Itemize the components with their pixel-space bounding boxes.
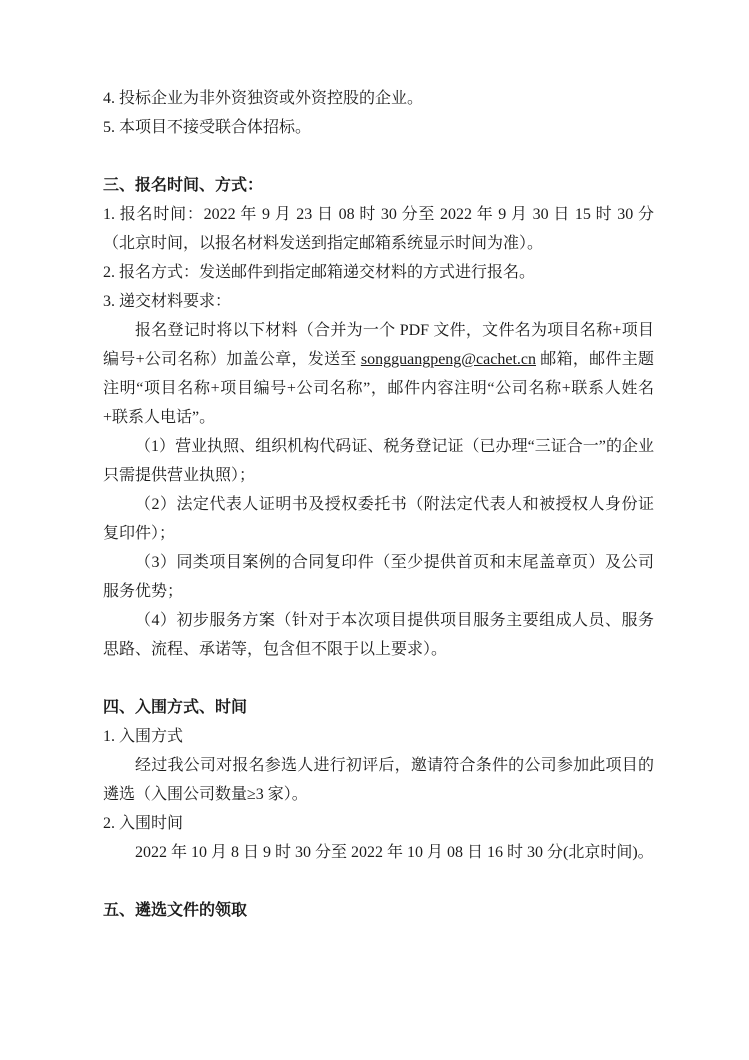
submission-text-after: 邮箱，邮件主题注明“项目名称+项目编号+公司名称”，邮件内容注明“公司名称+联系人姓名+联系人电话”。 <box>103 351 654 426</box>
material-item-4: （4）初步服务方案（针对于本次项目提供项目服务主要组成人员、服务思路、流程、承诺等，包含但不限于以上要求）。 <box>103 612 654 658</box>
shortlist-method-label: 1. 入围方式 <box>103 728 184 745</box>
email-link[interactable]: songguangpeng@cachet.cn <box>360 351 536 368</box>
section-5-heading: 五、遴选文件的领取 <box>103 902 248 919</box>
materials-requirement-label: 3. 递交材料要求： <box>103 293 232 310</box>
section-3-heading: 三、报名时间、方式： <box>103 177 264 194</box>
shortlist-time-body: 2022 年 10 月 8 日 9 时 30 分至 2022 年 10 月 08 日 16 时 30 分(北京时间)。 <box>135 844 654 861</box>
paragraph-clause-4: 4. 投标企业为非外资独资或外资控股的企业。 <box>103 90 424 107</box>
submission-text-before: 报名登记时将以下材料（合并为一个 PDF 文件，文件名为项目名称+项目编号+公司名称）加盖公章，发送至 <box>103 322 654 368</box>
paragraph-clause-5: 5. 本项目不接受联合体招标。 <box>103 119 312 136</box>
shortlist-time-label: 2. 入围时间 <box>103 815 184 832</box>
material-item-1: （1）营业执照、组织机构代码证、税务登记证（已办理“三证合一”的企业只需提供营业执照）； <box>103 438 654 484</box>
shortlist-method-body: 经过我公司对报名参选人进行初评后，邀请符合条件的公司参加此项目的遴选（入围公司数量≥3 家）。 <box>103 757 654 803</box>
registration-time-paragraph: 1. 报名时间：2022 年 9 月 23 日 08 时 30 分至 2022 年 9 月 30 日 15 时 30 分（北京时间，以报名材料发送到指定邮箱系统显示时间为准）。 <box>103 206 654 252</box>
section-4-heading: 四、入围方式、时间 <box>103 699 248 716</box>
registration-method-paragraph: 2. 报名方式：发送邮件到指定邮箱递交材料的方式进行报名。 <box>103 264 536 281</box>
material-item-2: （2）法定代表人证明书及授权委托书（附法定代表人和被授权人身份证复印件）； <box>103 496 654 542</box>
submission-instructions-paragraph <box>103 316 654 432</box>
material-item-3: （3）同类项目案例的合同复印件（至少提供首页和末尾盖章页）及公司服务优势； <box>103 554 654 600</box>
